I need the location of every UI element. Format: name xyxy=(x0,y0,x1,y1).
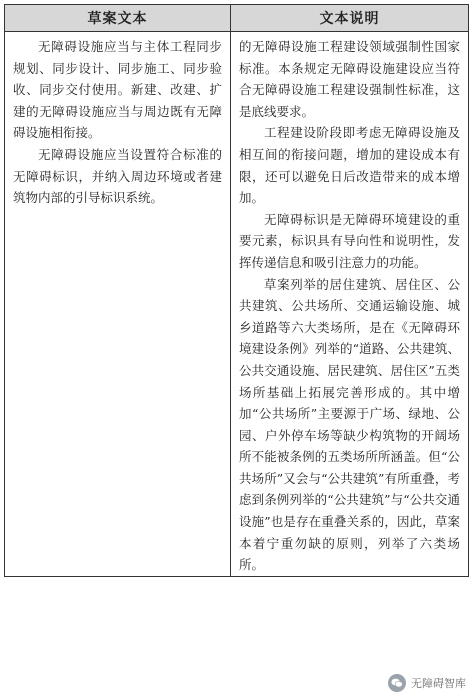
watermark-text: 无障碍智库 xyxy=(411,677,466,690)
comparison-table xyxy=(4,4,469,577)
table-row xyxy=(5,32,469,577)
explanation-paragraph: 草案列举的居住建筑、居住区、公共建筑、公共场所、交通运输设施、城乡道路等六大类场所，是在《无障碍环境建设条例》列举的“道路、公共建筑、公共交通设施、居民建筑、居住区”五类场所基础上拓展完善形成的。其中增加“公共场所”主要源于广场、绿地、公园、户外停车场等缺少构筑物的开阔场所不能被条例的五类场所所涵盖。但“公共场所”又会与“公共建筑”有所重叠，考虑到条例列举的“公共建筑”与“公共交通设施”也是存在重叠关系的，因此，草案本着宁重勿缺的原则，列举了六类场所。 xyxy=(239,276,460,573)
draft-paragraph: 无障碍设施应当设置符合标准的无障碍标识，并纳入周边环境或者建筑物内部的引导标识系统。 xyxy=(13,146,222,206)
draft-text-cell xyxy=(5,32,231,577)
explanation-cell xyxy=(231,32,469,577)
explanation-paragraph: 的无障碍设施工程建设领域强制性国家标准。本条规定无障碍设施建设应当符合无障碍设施工程建设强制性标准，这是底线要求。 xyxy=(239,39,460,119)
draft-paragraph: 无障碍设施应当与主体工程同步规划、同步设计、同步施工、同步验收、同步交付使用。新建、改建、扩建的无障碍设施应当与周边既有无障碍设施相衔接。 xyxy=(13,39,222,141)
watermark xyxy=(388,674,466,692)
header-text-explanation: 文本说明 xyxy=(231,5,469,32)
header-draft-text: 草案文本 xyxy=(5,5,231,32)
document-page xyxy=(4,4,468,577)
explanation-paragraph: 工程建设阶段即考虑无障碍设施及相互间的衔接问题，增加的建设成本有限，还可以避免日后改造带来的成本增加。 xyxy=(239,125,460,206)
table-header-row xyxy=(5,5,469,32)
explanation-paragraph: 无障碍标识是无障碍环境建设的重要元素，标识具有导向性和说明性，发挥传递信息和吸引注意力的功能。 xyxy=(239,211,460,270)
wechat-icon xyxy=(388,674,406,692)
